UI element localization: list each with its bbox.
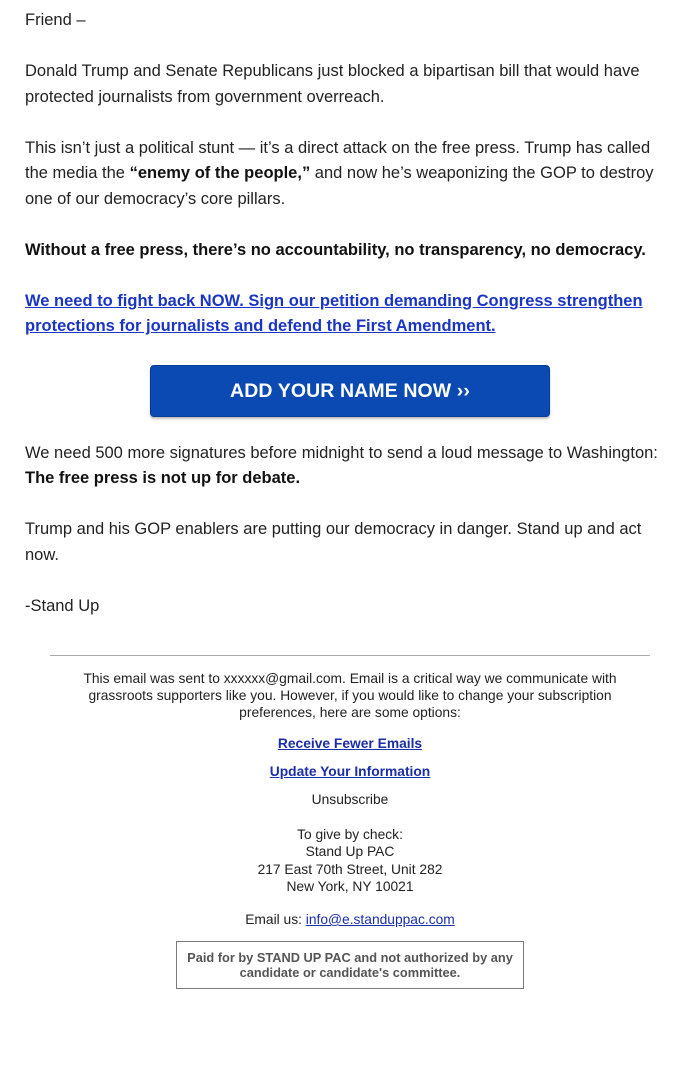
update-your-information-link[interactable]: Update Your Information bbox=[269, 763, 431, 779]
email-label: Email us: bbox=[245, 912, 306, 928]
email-address-link[interactable]: info@e.standuppac.com bbox=[305, 912, 455, 928]
fewer-emails-row bbox=[65, 735, 635, 752]
address-line-2: New York, NY 10021 bbox=[286, 878, 414, 894]
message-content bbox=[25, 0, 675, 619]
paragraph-petition bbox=[25, 289, 675, 340]
update-info-row bbox=[65, 763, 635, 780]
paragraph-intro: Donald Trump and Senate Republicans just blocked a bipartisan bill that would have protected journalists from government overreach. bbox=[25, 62, 640, 106]
paid-for-disclaimer: Paid for by STAND UP PAC and not authorized by any candidate or candidate's committee. bbox=[176, 941, 524, 989]
unsubscribe-link[interactable]: Unsubscribe bbox=[311, 792, 389, 808]
footer-divider bbox=[50, 655, 650, 656]
paragraph-signatures bbox=[25, 441, 675, 492]
paragraph-free-press bbox=[25, 238, 675, 264]
footer-notice: This email was sent to xxxxxx@gmail.com. Email is a critical way we communicate with grassroots supporters like you. However, if you would like to change your subscription preferences, here are some options: bbox=[83, 671, 617, 721]
paragraph-attack bbox=[25, 136, 675, 213]
receive-fewer-emails-link[interactable]: Receive Fewer Emails bbox=[277, 735, 423, 751]
paragraph-attack-text-2: and now he’s weaponizing the GOP to destroy one of our democracy’s core pillars. bbox=[25, 164, 654, 208]
address-line-1: 217 East 70th Street, Unit 282 bbox=[257, 861, 443, 877]
paragraph-attack-text-1: This isn’t just a political stunt — it’s a direct attack on the free press. Trump has called the media the bbox=[25, 138, 651, 182]
paragraph-stand-up: Trump and his GOP enablers are putting our democracy in danger. Stand up and act now. bbox=[25, 520, 642, 564]
contact-email bbox=[65, 911, 635, 928]
petition-link[interactable]: We need to fight back NOW. Sign our petition demanding Congress strengthen protections for journalists and defend the First Amendment. bbox=[25, 291, 643, 335]
enemy-quote: “enemy of the people,” bbox=[129, 164, 311, 182]
free-press-statement: Without a free press, there’s no accountability, no transparency, no democracy. bbox=[25, 240, 646, 259]
signoff: -Stand Up bbox=[25, 596, 100, 615]
cta-container bbox=[25, 365, 675, 417]
add-your-name-button[interactable]: ADD YOUR NAME NOW ›› bbox=[150, 365, 550, 417]
greeting: Friend – bbox=[25, 11, 86, 29]
org-name: Stand Up PAC bbox=[305, 844, 395, 860]
signatures-text: We need 500 more signatures before midnight to send a loud message to Washington: bbox=[25, 443, 658, 462]
footer bbox=[25, 670, 675, 989]
free-press-not-up-for-debate: The free press is not up for debate. bbox=[25, 469, 301, 487]
check-label: To give by check: bbox=[297, 827, 403, 843]
